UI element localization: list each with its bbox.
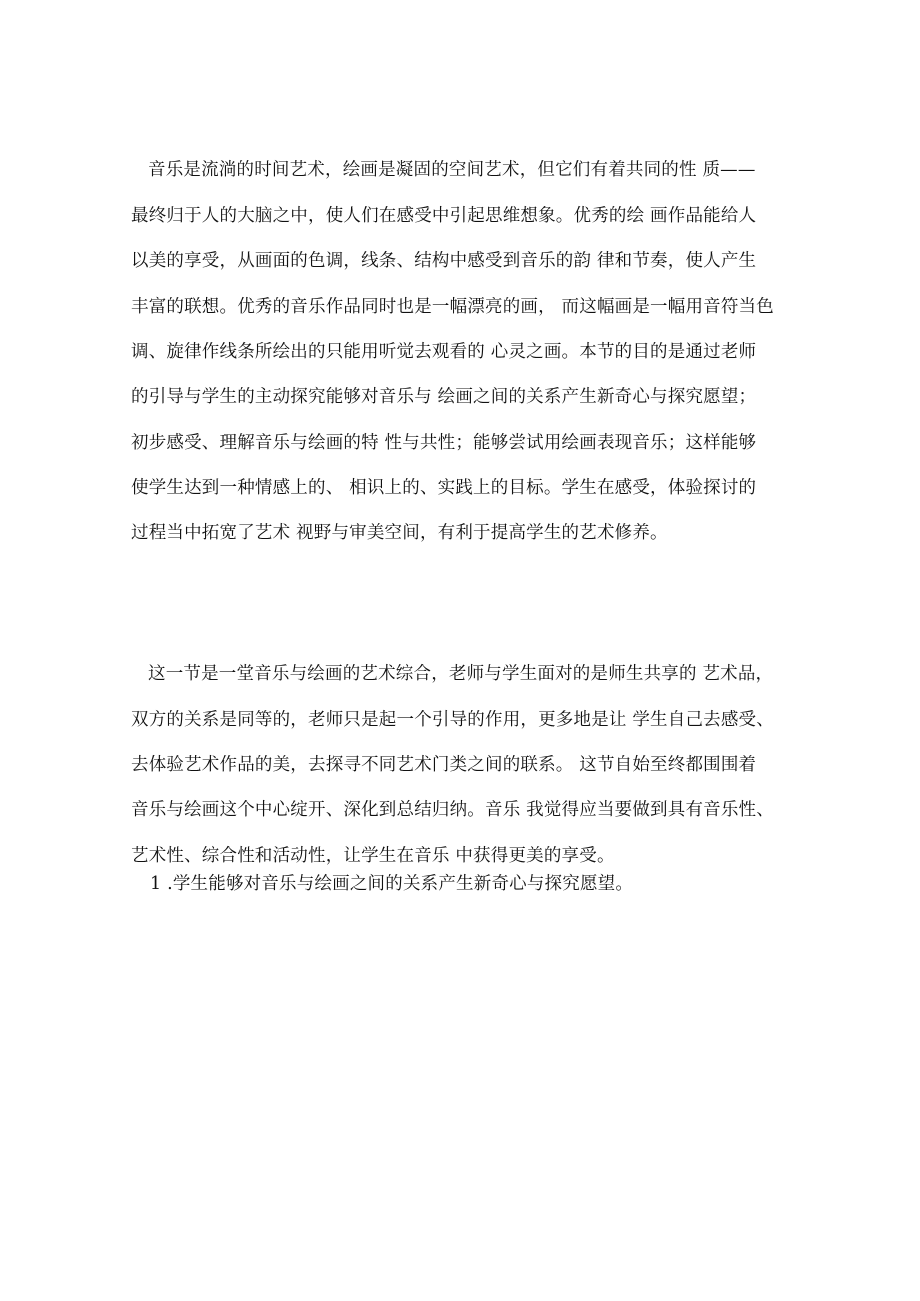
paragraph-line: 去体验艺术作品的美，去探寻不同艺术门类之间的联系。 这节自始至终都围围着 [131,755,757,775]
paragraph-line: 最终归于人的大脑之中，使人们在感受中引起思维想象。优秀的绘 画作品能给人 [131,206,757,226]
paragraph-line: 音乐是流淌的时间艺术，绘画是凝固的空间艺术，但它们有着共同的性 质—— [148,160,756,180]
paragraph-line: 的引导与学生的主动探究能够对音乐与 绘画之间的关系产生新奇心与探究愿望； [131,387,757,407]
paragraph-line: 这一节是一堂音乐与绘画的艺术综合，老师与学生面对的是师生共享的 艺术品， [148,664,774,684]
paragraph-line: 以美的享受，从画面的色调，线条、结构中感受到音乐的韵 律和节奏，使人产生 [131,251,757,271]
paragraph-line: 音乐与绘画这个中心绽开、深化到总结归纳。音乐 我觉得应当要做到具有音乐性、 [131,800,774,820]
paragraph-line: 调、旋律作线条所绘出的只能用听觉去观看的 心灵之画。本节的目的是通过老师 [131,342,757,362]
paragraph-line: 过程当中拓宽了艺术 视野与审美空间，有利于提高学生的艺术修养。 [131,523,668,543]
paragraph-line: 艺术性、综合性和活动性，让学生在音乐 中获得更美的享受。 [131,846,615,866]
paragraph-line: 使学生达到一种情感上的、 相识上的、实践上的目标。学生在感受，体验探讨的 [131,478,757,498]
paragraph-line: 双方的关系是同等的，老师只是起一个引导的作用，更多地是让 学生自己去感受、 [131,710,774,730]
list-item: 1 .学生能够对音乐与绘画之间的关系产生新奇心与探究愿望。 [150,874,634,894]
paragraph-line: 丰富的联想。优秀的音乐作品同时也是一幅漂亮的画， 而这幅画是一幅用音符当色 [131,297,774,317]
paragraph-line: 初步感受、理解音乐与绘画的特 性与共性；能够尝试用绘画表现音乐；这样能够 [131,433,757,453]
